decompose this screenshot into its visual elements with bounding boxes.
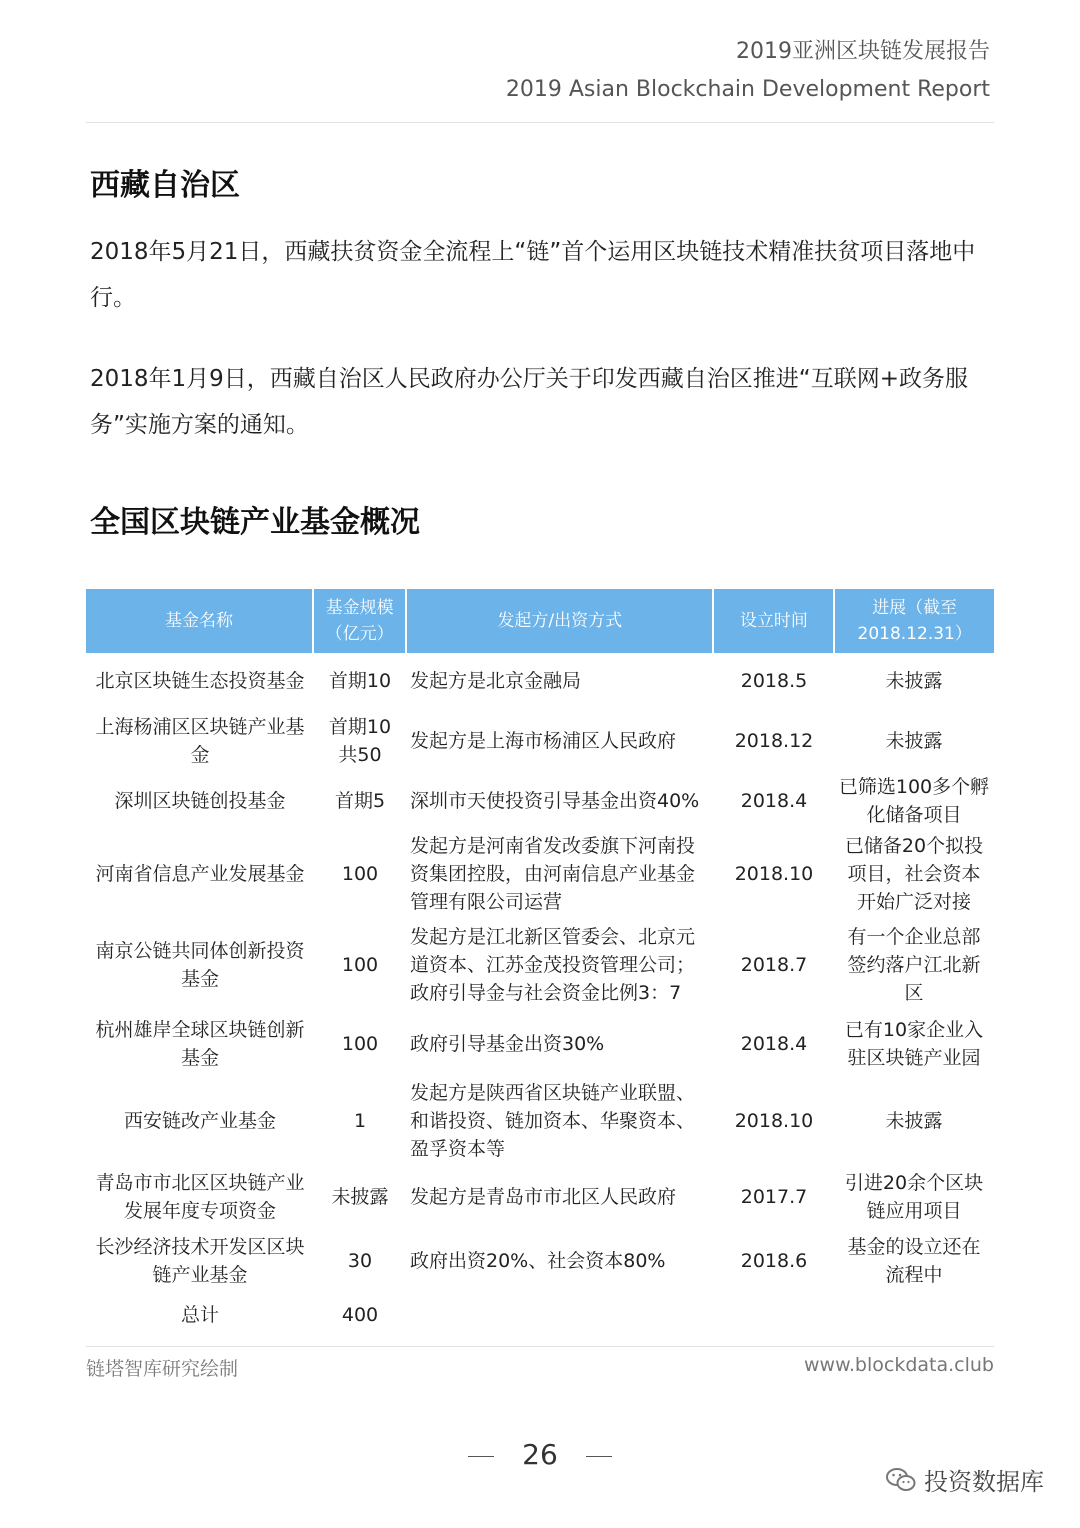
cell-established: 2018.12 (734, 730, 814, 752)
table-row (86, 773, 994, 829)
cell-progress: 基金的设立还在 流程中 (847, 1236, 981, 1286)
cell-fund-name: 河南省信息产业发展基金 (95, 863, 305, 885)
cell-sponsor: 政府出资20%、社会资本80% (410, 1250, 666, 1272)
report-title-cn: 2019亚洲区块链发展报告 (736, 39, 990, 64)
report-header (506, 34, 990, 110)
table-row (86, 829, 994, 919)
cell-fund-size: 100 (341, 1033, 379, 1055)
footer-divider (86, 1346, 994, 1347)
dash-left (468, 1456, 494, 1457)
cell-fund-name: 深圳区块链创投基金 (114, 790, 286, 812)
report-title-en: 2019 Asian Blockchain Development Report (505, 77, 990, 102)
cell-sponsor: 深圳市天使投资引导基金出资40% (410, 790, 700, 812)
cell-sponsor: 发起方是上海市杨浦区人民政府 (410, 730, 677, 752)
cell-fund-name: 上海杨浦区区块链产业基 金 (95, 716, 305, 766)
cell-sponsor (406, 1293, 714, 1337)
brand-name: 投资数据库 (924, 1468, 1044, 1496)
cell-progress: 有一个企业总部 签约落户江北新 区 (847, 926, 981, 1004)
cell-fund-size: 1 (353, 1110, 367, 1132)
dash-right (586, 1456, 612, 1457)
fund-table (86, 589, 994, 1337)
cell-progress: 未披露 (885, 730, 943, 752)
cell-sponsor: 政府引导基金出资30% (410, 1033, 605, 1055)
cell-fund-name: 南京公链共同体创新投资 基金 (95, 940, 305, 990)
paragraph-2: 2018年1月9日，西藏自治区人民政府办公厅关于印发西藏自治区推进“互联网+政务服务”实施方案的通知。 (90, 366, 968, 438)
header-fund-size: 基金规模 （亿元） (312, 589, 405, 653)
cell-sponsor: 发起方是江北新区管委会、北京元 道资本、江苏金茂投资管理公司； 政府引导金与社会资金比例3：7 (410, 926, 696, 1004)
cell-progress: 未披露 (885, 670, 943, 692)
cell-sponsor: 发起方是青岛市市北区人民政府 (410, 1186, 677, 1208)
cell-fund-size: 首期10 共50 (328, 716, 392, 766)
page-number-value: 26 (522, 1438, 558, 1471)
cell-sponsor: 发起方是陕西省区块链产业联盟、 和谐投资、链加资本、华聚资本、 盈孚资本等 (410, 1082, 696, 1160)
table-row (86, 1011, 994, 1077)
cell-established: 2018.4 (740, 790, 808, 812)
header-sponsor: 发起方/出资方式 (405, 589, 712, 653)
table-header (86, 589, 994, 653)
cell-progress: 未披露 (885, 1110, 943, 1132)
cell-progress: 已筛选100多个孵 化储备项目 (838, 776, 990, 826)
wechat-icon (886, 1467, 916, 1493)
cell-sponsor: 发起方是北京金融局 (410, 670, 582, 692)
section-title-fund-overview: 全国区块链产业基金概况 (90, 505, 420, 540)
table-total-row (86, 1293, 994, 1337)
wechat-brand (886, 1462, 1044, 1497)
cell-total-label: 总计 (180, 1304, 219, 1326)
cell-fund-size: 30 (347, 1250, 373, 1272)
website-link[interactable]: www.blockdata.club (804, 1354, 994, 1376)
cell-progress: 引进20余个区块 链应用项目 (844, 1172, 984, 1222)
cell-fund-size: 首期10 (328, 670, 392, 692)
cell-established: 2018.4 (740, 1033, 808, 1055)
section-title-tibet: 西藏自治区 (90, 168, 240, 203)
cell-fund-name: 长沙经济技术开发区区块 链产业基金 (95, 1236, 305, 1286)
cell-fund-size: 未披露 (331, 1186, 389, 1208)
source-note: 链塔智库研究绘制 (86, 1358, 239, 1380)
cell-fund-size: 100 (341, 954, 379, 976)
cell-established: 2018.6 (740, 1250, 808, 1272)
table-row (86, 1229, 994, 1293)
cell-established: 2018.10 (734, 863, 814, 885)
cell-established: 2018.5 (740, 670, 808, 692)
cell-progress: 已有10家企业入 驻区块链产业园 (844, 1019, 984, 1069)
cell-fund-size: 100 (341, 863, 379, 885)
table-row (86, 1077, 994, 1165)
cell-progress (834, 1293, 994, 1337)
header-progress: 进展（截至 2018.12.31） (833, 589, 994, 653)
cell-sponsor: 发起方是河南省发改委旗下河南投 资集团控股，由河南信息产业基金 管理有限公司运营 (410, 835, 696, 913)
header-fund-name: 基金名称 (164, 611, 233, 631)
cell-fund-name: 北京区块链生态投资基金 (95, 670, 305, 692)
header-divider (86, 122, 994, 123)
table-row (86, 919, 994, 1011)
table-row (86, 709, 994, 773)
cell-fund-size: 首期5 (334, 790, 386, 812)
cell-progress: 已储备20个拟投 项目，社会资本 开始广泛对接 (844, 835, 984, 913)
table-row (86, 653, 994, 709)
cell-fund-name: 青岛市市北区区块链产业 发展年度专项资金 (95, 1172, 305, 1222)
paragraph-1: 2018年5月21日，西藏扶贫资金全流程上“链”首个运用区块链技术精准扶贫项目落地中行。 (90, 239, 976, 311)
cell-established: 2017.7 (740, 1186, 808, 1208)
cell-total-size: 400 (341, 1304, 379, 1326)
cell-established (714, 1293, 834, 1337)
cell-established: 2018.10 (734, 1110, 814, 1132)
cell-fund-name: 西安链改产业基金 (123, 1110, 276, 1132)
cell-fund-name: 杭州雄岸全球区块链创新 基金 (95, 1019, 305, 1069)
table-row (86, 1165, 994, 1229)
header-established: 设立时间 (712, 589, 833, 653)
cell-established: 2018.7 (740, 954, 808, 976)
